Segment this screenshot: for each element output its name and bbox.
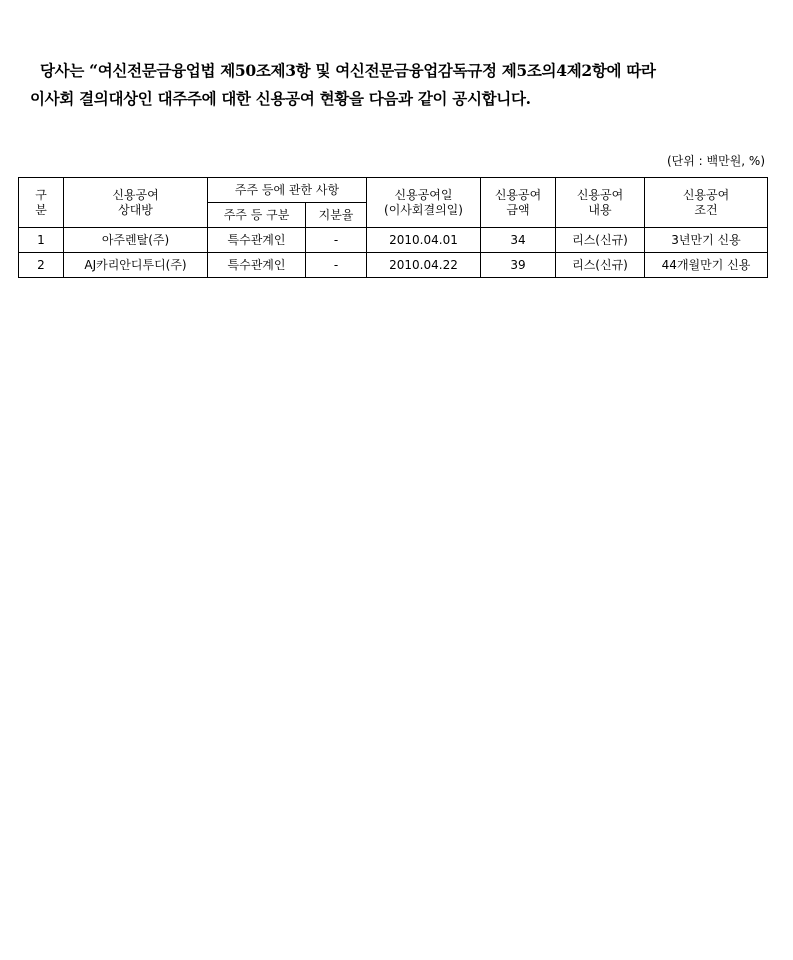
header-share-ratio: 지분율 (306, 203, 367, 228)
unit-note: (단위 : 백만원, %) (666, 154, 765, 168)
cell-date: 2010.04.22 (367, 253, 481, 278)
header-no: 구 분 (19, 178, 64, 228)
cell-no: 1 (19, 228, 64, 253)
cell-date: 2010.04.01 (367, 228, 481, 253)
table-row (19, 228, 768, 253)
header-shareholder-type: 주주 등 구분 (208, 203, 306, 228)
header-amount: 신용공여 금액 (481, 178, 556, 228)
cell-counterparty: 아주렌탈(주) (64, 228, 208, 253)
header-terms: 신용공여 조건 (645, 178, 768, 228)
cell-terms: 44개월만기 신용 (645, 253, 768, 278)
cell-amount: 39 (481, 253, 556, 278)
cell-content: 리스(신규) (556, 253, 645, 278)
intro-line-1: 당사는 “여신전문금융업법 제50조제3항 및 여신전문금융업감독규정 제5조의4제2항에 따라 (40, 61, 656, 80)
cell-share-ratio: - (306, 253, 367, 278)
cell-content: 리스(신규) (556, 228, 645, 253)
disclosure-intro (30, 57, 770, 113)
header-content: 신용공여 내용 (556, 178, 645, 228)
cell-amount: 34 (481, 228, 556, 253)
cell-shareholder-type: 특수관계인 (208, 228, 306, 253)
cell-no: 2 (19, 253, 64, 278)
cell-counterparty: AJ카리안디투디(주) (64, 253, 208, 278)
table-row (19, 253, 768, 278)
cell-shareholder-type: 특수관계인 (208, 253, 306, 278)
header-date: 신용공여일 (이사회결의일) (367, 178, 481, 228)
cell-terms: 3년만기 신용 (645, 228, 768, 253)
intro-line-2: 이사회 결의대상인 대주주에 대한 신용공여 현황을 다음과 같이 공시합니다. (30, 89, 531, 108)
credit-provision-table (18, 177, 768, 278)
header-counterparty: 신용공여 상대방 (64, 178, 208, 228)
header-shareholder-group: 주주 등에 관한 사항 (208, 178, 367, 203)
cell-share-ratio: - (306, 228, 367, 253)
table-header-row (19, 178, 768, 203)
